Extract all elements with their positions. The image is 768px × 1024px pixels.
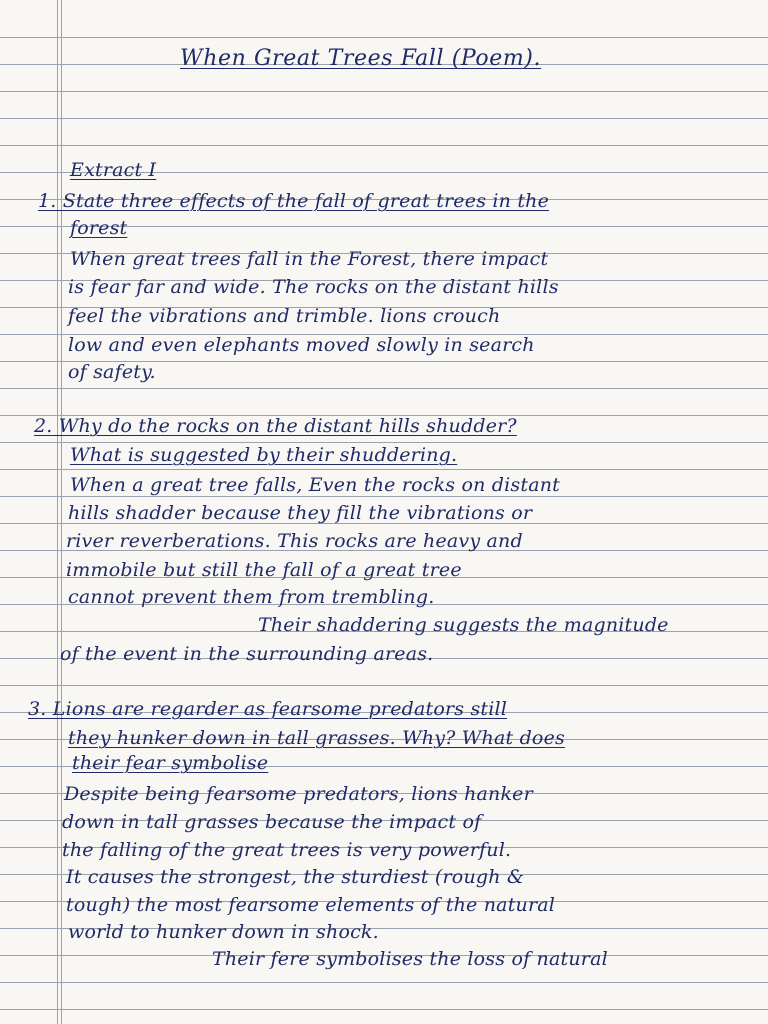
text-line: hills shadder because they fill the vibrations or — [68, 502, 533, 524]
text-line: What is suggested by their shuddering. — [70, 444, 458, 466]
text-line: of safety. — [68, 361, 156, 383]
text-line: down in tall grasses because the impact of — [62, 811, 482, 833]
text-line: When a great tree falls, Even the rocks on distant — [70, 474, 561, 496]
text-line: forest — [70, 217, 128, 239]
extract-heading: Extract I — [70, 159, 157, 181]
text-line: 1. State three effects of the fall of great trees in the — [38, 190, 550, 212]
text-line: tough) the most fearsome elements of the natural — [66, 894, 556, 916]
text-line: Their fere symbolises the loss of natural — [212, 948, 608, 970]
text-line: is fear far and wide. The rocks on the distant hills — [68, 276, 559, 298]
text-line: the falling of the great trees is very powerful. — [62, 839, 512, 861]
text-line: 2. Why do the rocks on the distant hills shudder? — [34, 415, 517, 437]
poem-title: When Great Trees Fall (Poem). — [180, 46, 542, 71]
text-line: When great trees fall in the Forest, there impact — [70, 248, 549, 270]
text-line: world to hunker down in shock. — [68, 921, 379, 943]
margin-line — [57, 0, 58, 1024]
text-line: immobile but still the fall of a great tree — [66, 559, 462, 581]
text-line: feel the vibrations and trimble. lions crouch — [68, 305, 501, 327]
text-line: cannot prevent them from trembling. — [68, 586, 435, 608]
text-line: river reverberations. This rocks are heavy and — [66, 530, 523, 552]
text-line: Despite being fearsome predators, lions hanker — [64, 783, 533, 805]
text-line: their fear symbolise — [72, 752, 269, 774]
margin-line — [61, 0, 62, 1024]
text-line: It causes the strongest, the sturdiest (rough & — [66, 866, 525, 888]
text-line: of the event in the surrounding areas. — [60, 643, 434, 665]
text-line: low and even elephants moved slowly in search — [68, 334, 535, 356]
text-line: 3. Lions are regarder as fearsome predators still — [28, 698, 508, 720]
text-line: they hunker down in tall grasses. Why? What does — [68, 727, 565, 749]
text-line: Their shaddering suggests the magnitude — [258, 614, 669, 636]
